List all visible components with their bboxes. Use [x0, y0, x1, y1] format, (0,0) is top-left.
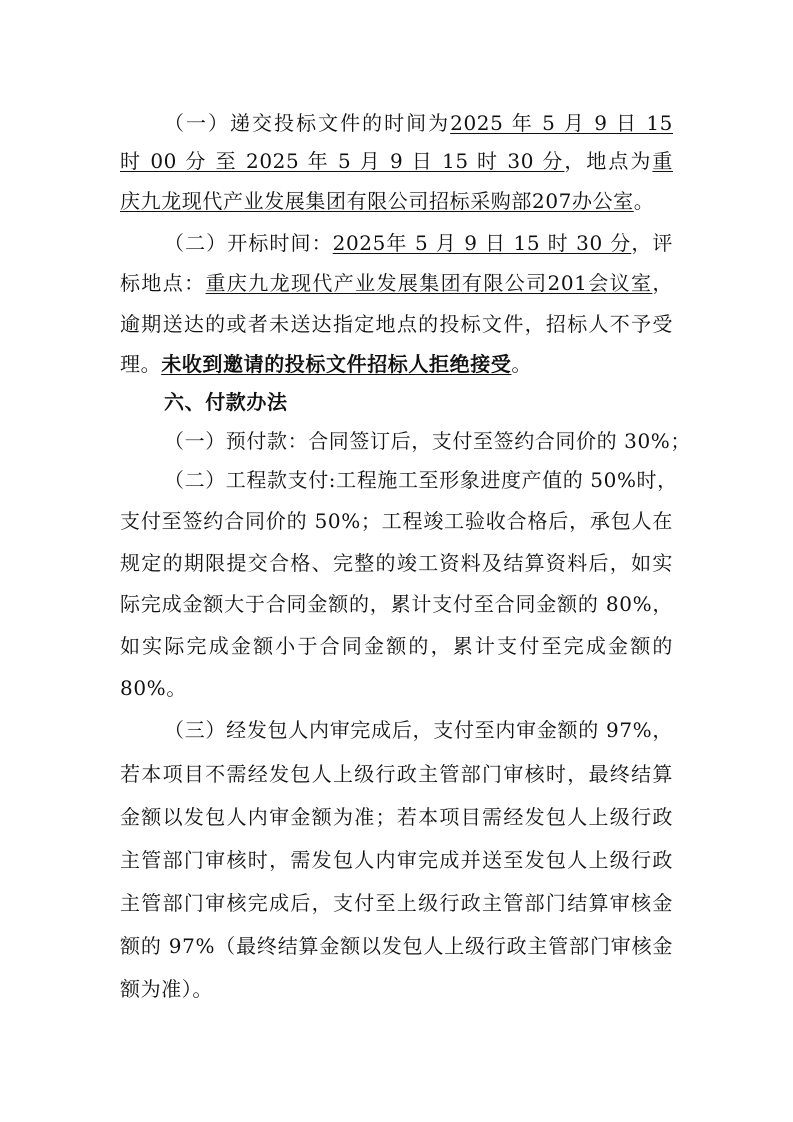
- opening-line-3: 逾期送达的或者未送达指定地点的投标文件，招标人不予受: [120, 312, 673, 336]
- submission-end: 。: [633, 189, 655, 213]
- opening-mid: ，评: [631, 231, 673, 255]
- opening-location: 重庆九龙现代产业发展集团有限公司201会议室: [205, 271, 653, 295]
- payment-audit-line-4: 主管部门审核时，需发包人内审完成并送至发包人上级行政: [120, 848, 673, 872]
- payment-audit-line-3: 金额以发包人内审金额为准；若本项目需经发包人上级行政: [120, 805, 673, 829]
- opening-line4-prefix: 理。: [120, 352, 162, 376]
- opening-line-2: [120, 270, 673, 296]
- opening-line-4: [120, 351, 673, 377]
- submission-line-2: [120, 148, 673, 174]
- opening-time: 2025年 5 月 9 日 15 时 30 分: [332, 231, 632, 255]
- payment-progress-line-4: 际完成金额大于合同金额的，累计支付至合同金额的 80%，: [120, 592, 673, 616]
- payment-audit-line-2: 若本项目不需经发包人上级行政主管部门审核时，最终结算: [120, 762, 673, 786]
- payment-advance: （一）预付款：合同签订后，支付至签约合同价的 30%；: [164, 429, 692, 453]
- opening-location-label: 标地点：: [120, 271, 206, 295]
- submission-prefix: （一）递交投标文件的时间为: [164, 111, 451, 135]
- submission-time-start: 2025 年 5 月 9 日 15: [450, 111, 673, 135]
- opening-line2-end: ，: [652, 271, 674, 295]
- submission-location-end: 庆九龙现代产业发展集团有限公司招标采购部207办公室: [120, 189, 634, 213]
- payment-progress-line-6: 80%。: [120, 676, 187, 700]
- payment-audit-line-6: 额的 97%（最终结算金额以发包人上级行政主管部门审核金: [120, 934, 673, 958]
- payment-audit-line-5: 主管部门审核完成后，支付至上级行政主管部门结算审核金: [120, 891, 673, 915]
- payment-audit-line-1: （三）经发包人内审完成后，支付至内审金额的 97%，: [164, 718, 673, 742]
- opening-line-1: [164, 230, 673, 256]
- payment-progress-line-1: （二）工程款支付:工程施工至形象进度产值的 50%时，: [164, 468, 678, 492]
- section-six-heading: 六、付款办法: [164, 390, 288, 414]
- submission-line-3: [120, 188, 673, 214]
- submission-line-1: [164, 110, 673, 136]
- opening-line4-end: 。: [511, 352, 533, 376]
- submission-mid: ，地点为: [564, 149, 653, 173]
- submission-location-start: 重: [652, 149, 673, 173]
- opening-prefix: （二）开标时间：: [164, 231, 333, 255]
- payment-progress-line-3: 规定的期限提交合格、完整的竣工资料及结算资料后，如实: [120, 551, 673, 575]
- submission-time-end: 时 00 分 至 2025 年 5 月 9 日 15 时 30 分: [120, 149, 565, 173]
- rejection-notice: 未收到邀请的投标文件招标人拒绝接受: [161, 352, 512, 376]
- payment-audit-line-7: 额为准）。: [120, 977, 213, 1001]
- payment-progress-line-2: 支付至签约合同价的 50%；工程竣工验收合格后，承包人在: [120, 509, 673, 533]
- payment-progress-line-5: 如实际完成金额小于合同金额的，累计支付至完成金额的: [120, 634, 673, 658]
